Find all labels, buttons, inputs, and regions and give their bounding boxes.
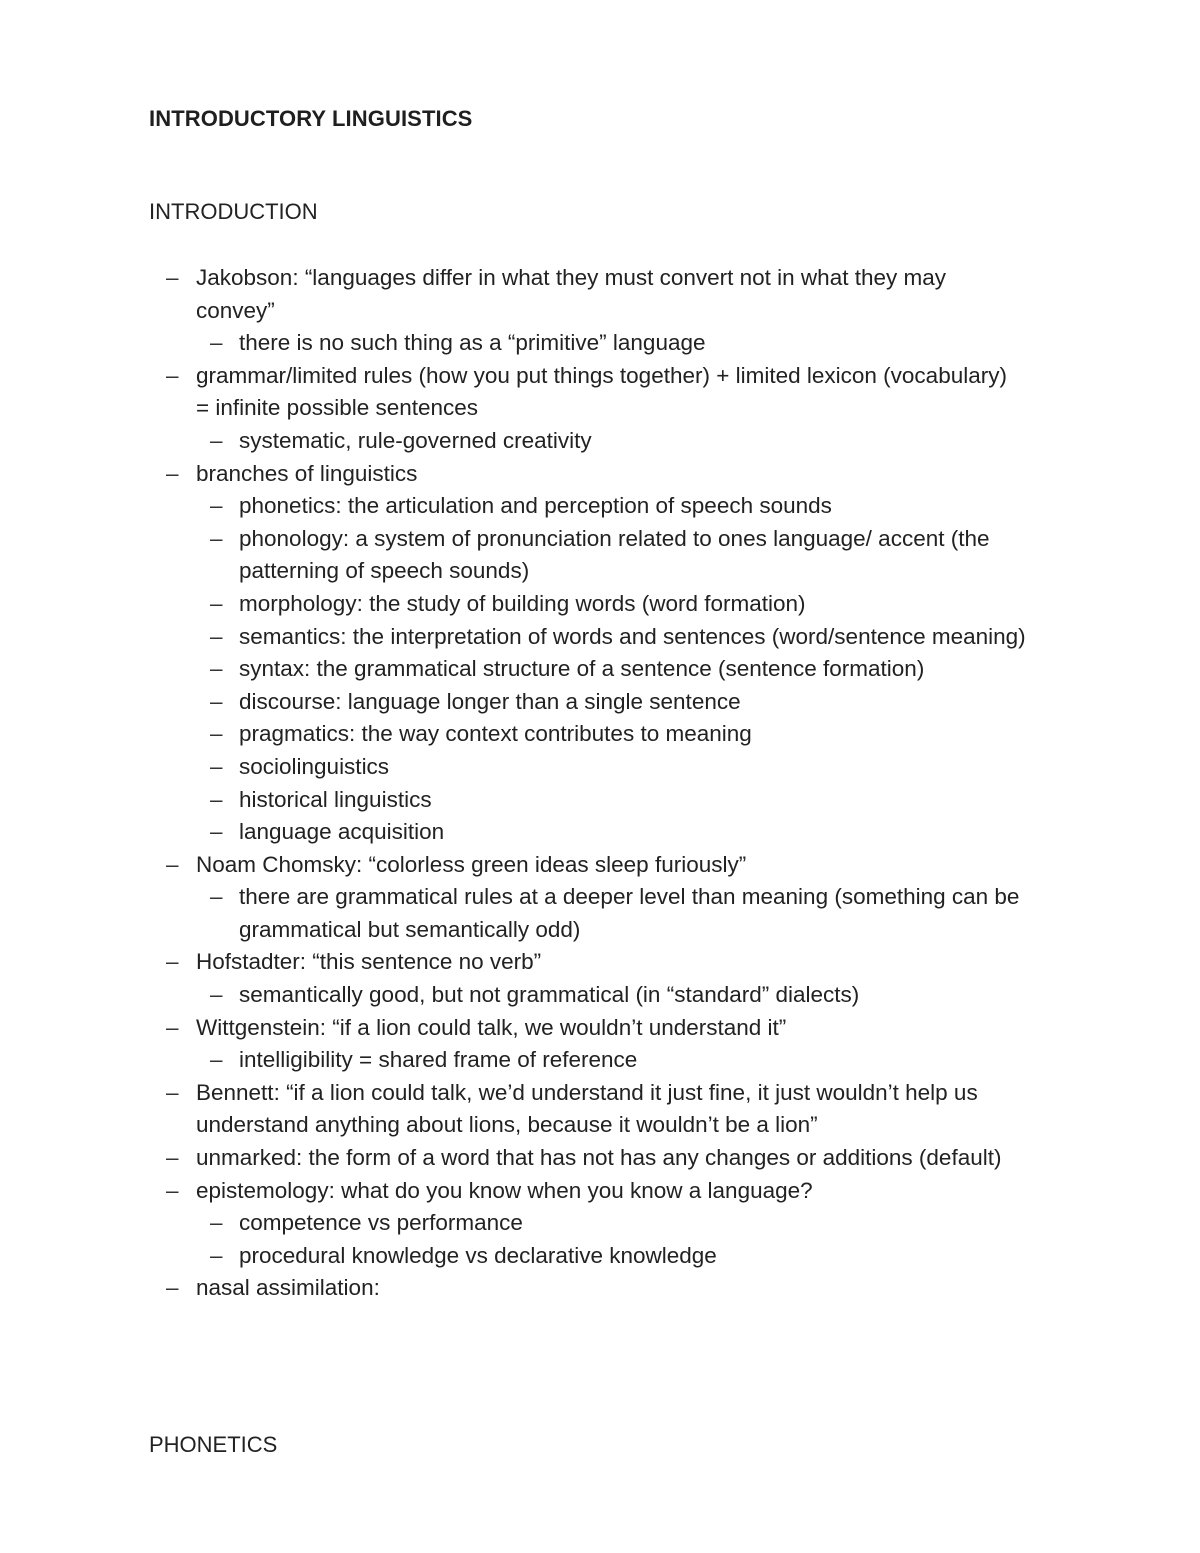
list-item-text: there is no such thing as a “primitive” language [239,330,706,356]
dash-bullet-icon: – [210,753,223,779]
list-item-text: grammar/limited rules (how you put things together) + limited lexicon (vocabulary) = infinite possible sentences [196,362,1007,421]
list-item [0,1175,1026,1208]
list-item-text: branches of linguistics [196,460,418,486]
list-item-text: morphology: the study of building words (word formation) [239,590,806,616]
sub-list-item [0,881,1049,946]
list-item-text: Wittgenstein: “if a lion could talk, we wouldn’t understand it” [196,1014,787,1040]
list-item-text: competence vs performance [239,1210,523,1236]
sub-list-item [0,490,1049,523]
list-item-text: Hofstadter: “this sentence no verb” [196,949,542,975]
list-item [0,458,1026,491]
dash-bullet-icon: – [210,590,223,616]
list-item-text: sociolinguistics [239,753,390,779]
sub-list-item [0,979,1049,1012]
section-heading-phonetics: PHONETICS [149,1432,278,1457]
list-item-text: historical linguistics [239,786,432,812]
list-item-text: discourse: language longer than a single sentence [239,688,741,714]
dash-bullet-icon: – [210,688,223,714]
dash-bullet-icon: – [166,851,179,877]
notes-list [0,262,1200,1305]
dash-bullet-icon: – [166,1275,179,1301]
dash-bullet-icon: – [210,819,223,845]
sub-list-item [0,718,1049,751]
dash-bullet-icon: – [166,1079,179,1105]
list-item-text: pragmatics: the way context contributes to meaning [239,721,752,747]
dash-bullet-icon: – [210,884,223,910]
list-item-text: Bennett: “if a lion could talk, we’d understand it just fine, it just wouldn’t help us understand anything about lions, because it wouldn’t be a lion” [196,1079,978,1138]
dash-bullet-icon: – [210,1047,223,1073]
sub-list-item [0,751,1049,784]
list-item [0,360,1026,425]
list-item-text: intelligibility = shared frame of reference [239,1047,638,1073]
list-item-text: semantically good, but not grammatical (in “standard” dialects) [239,982,860,1008]
list-item-text: language acquisition [239,819,445,845]
dash-bullet-icon: – [210,493,223,519]
dash-bullet-icon: – [210,623,223,649]
sub-list-item [0,1044,1049,1077]
dash-bullet-icon: – [166,460,179,486]
list-item-text: Noam Chomsky: “colorless green ideas sleep furiously” [196,851,747,877]
dash-bullet-icon: – [210,1210,223,1236]
list-item [0,849,1026,882]
sub-list-item [0,327,1049,360]
dash-bullet-icon: – [166,362,179,388]
sub-list-item [0,1240,1049,1273]
list-item-text: phonetics: the articulation and perception of speech sounds [239,493,832,519]
list-item [0,946,1026,979]
dash-bullet-icon: – [210,721,223,747]
list-item-text: syntax: the grammatical structure of a sentence (sentence formation) [239,656,925,682]
sub-list-item [0,523,1049,588]
dash-bullet-icon: – [166,949,179,975]
list-item-text: systematic, rule-governed creativity [239,427,592,453]
dash-bullet-icon: – [210,656,223,682]
list-item [0,1077,1026,1142]
sub-list-item [0,686,1049,719]
list-item-text: phonology: a system of pronunciation related to ones language/ accent (the patterning of speech sounds) [239,525,990,584]
list-item-text: semantics: the interpretation of words and sentences (word/sentence meaning) [239,623,1026,649]
dash-bullet-icon: – [166,265,179,290]
sub-list-item [0,588,1049,621]
dash-bullet-icon: – [166,1177,179,1203]
dash-bullet-icon: – [210,525,223,551]
dash-bullet-icon: – [210,1242,223,1268]
document-title: INTRODUCTORY LINGUISTICS [149,106,473,131]
list-item-text: procedural knowledge vs declarative knowledge [239,1242,717,1268]
dash-bullet-icon: – [210,330,223,356]
dash-bullet-icon: – [166,1145,179,1171]
list-item-text: there are grammatical rules at a deeper level than meaning (something can be grammatical but semantically odd) [239,884,1020,942]
list-item [0,262,1026,327]
list-item-text: unmarked: the form of a word that has not has any changes or additions (default) [196,1145,1002,1171]
list-item [0,1272,1026,1305]
list-item [0,1012,1026,1045]
dash-bullet-icon: – [166,1014,179,1040]
sub-list-item [0,1207,1049,1240]
sub-list-item [0,621,1049,654]
dash-bullet-icon: – [210,982,223,1008]
list-item [0,1142,1026,1175]
list-item-text: epistemology: what do you know when you know a language? [196,1177,813,1203]
sub-list-item [0,653,1049,686]
sub-list-item [0,425,1049,458]
dash-bullet-icon: – [210,786,223,812]
sub-list-item [0,816,1049,849]
list-item-text: nasal assimilation: [196,1275,380,1301]
section-heading-introduction: INTRODUCTION [149,199,318,224]
dash-bullet-icon: – [210,427,223,453]
sub-list-item [0,784,1049,817]
list-item-text: Jakobson: “languages differ in what they must convert not in what they may convey” [196,265,946,323]
